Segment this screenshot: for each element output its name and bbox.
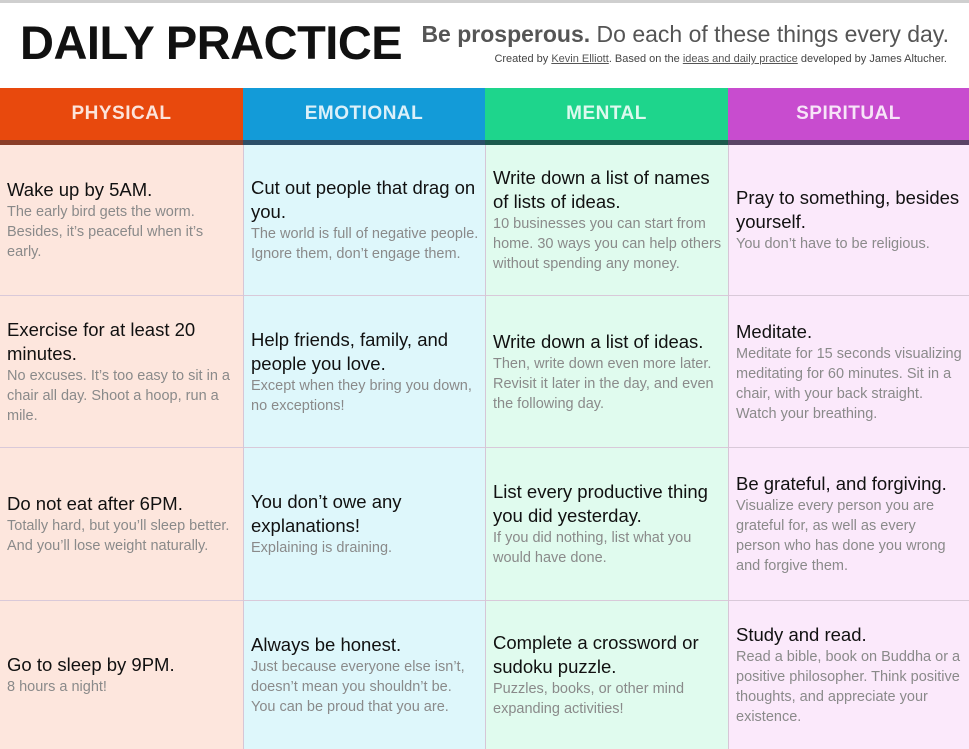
practice-title: Do not eat after 6PM.	[7, 493, 183, 514]
column-body	[728, 145, 969, 749]
practice-title: Pray to something, besides yourself.	[736, 187, 960, 232]
practice-description: Totally hard, but you’ll sleep better. And you’ll lose weight naturally.	[7, 518, 230, 554]
practice-title: Help friends, family, and people you love.	[251, 328, 449, 374]
practice-title: Complete a crossword or sudoku puzzle.	[493, 632, 699, 677]
ideas-link[interactable]: ideas and daily practice	[682, 53, 798, 65]
practice-description: Except when they bring you down, no exceptions!	[251, 377, 472, 414]
column-emotional	[243, 88, 485, 749]
practice-description: Puzzles, books, or other mind expanding activities!	[493, 681, 685, 717]
practice-description: 10 businesses you can start from home. 30 ways you can help others without spending any money.	[493, 216, 722, 272]
column-body	[243, 145, 485, 749]
practice-title: Always be honest.	[251, 634, 402, 655]
practice-cell	[486, 448, 728, 601]
practice-cell	[729, 601, 969, 749]
practice-title: List every productive thing you did yesterday.	[493, 481, 708, 526]
tagline	[421, 20, 949, 48]
practice-description: You don’t have to be religious.	[736, 236, 930, 252]
practice-description: Meditate for 15 seconds visualizing meditating for 60 minutes. Sit in a chair, with your back straight. Watch your breathing.	[736, 345, 962, 422]
credits	[494, 52, 947, 66]
practice-title: You don’t owe any explanations!	[251, 491, 402, 536]
practice-description: Explaining is draining.	[251, 540, 393, 556]
page-header	[0, 3, 969, 88]
practice-description: The world is full of negative people. Ignore them, don’t engage them.	[251, 226, 479, 262]
practice-cell	[0, 601, 243, 749]
column-header-mental: MENTAL	[485, 88, 728, 140]
practice-description: Visualize every person you are grateful for, as well as every person who has done you wrong and forgive them.	[736, 498, 946, 574]
author-link[interactable]: Kevin Elliott	[551, 53, 609, 65]
practice-title: Be grateful, and forgiving.	[736, 473, 947, 494]
practice-title: Go to sleep by 9PM.	[7, 654, 175, 675]
column-physical	[0, 88, 243, 749]
practice-title: Study and read.	[736, 624, 867, 645]
practice-description: Then, write down even more later. Revisit it later in the day, and even the following day.	[493, 355, 714, 412]
column-body	[485, 145, 728, 749]
practice-title: Write down a list of ideas.	[493, 330, 704, 352]
page-title: DAILY PRACTICE	[20, 16, 403, 69]
practice-description: If you did nothing, list what you would have done.	[493, 530, 692, 566]
practice-description: 8 hours a night!	[7, 679, 107, 695]
practice-cell	[0, 145, 243, 296]
practice-description: The early bird gets the worm. Besides, it’s peaceful when it’s early.	[7, 204, 204, 260]
practice-cell	[729, 448, 969, 601]
practice-cell	[244, 601, 485, 749]
column-header-physical: PHYSICAL	[0, 88, 243, 140]
tagline-bold: Be prosperous.	[421, 21, 591, 47]
column-header-spiritual: SPIRITUAL	[728, 88, 969, 140]
practice-grid	[0, 88, 969, 749]
practice-cell	[0, 448, 243, 601]
practice-description: Just because everyone else isn’t, doesn’t mean you shouldn’t be. You can be proud that you are.	[251, 659, 465, 715]
practice-description: Read a bible, book on Buddha or a positive philosopher. Think positive thoughts, and appreciate your existence.	[736, 649, 961, 725]
practice-cell	[0, 296, 243, 448]
column-spiritual	[728, 88, 969, 749]
tagline-rest: Do each of these things every day.	[590, 21, 949, 47]
practice-title: Write down a list of names of lists of ideas.	[493, 167, 710, 212]
practice-cell	[486, 145, 728, 296]
column-mental	[485, 88, 728, 749]
credits-created-by: Created by	[494, 53, 552, 65]
practice-title: Exercise for at least 20 minutes.	[7, 318, 196, 364]
practice-cell	[729, 145, 969, 296]
practice-cell	[244, 448, 485, 601]
practice-cell	[486, 296, 728, 448]
practice-title: Wake up by 5AM.	[7, 179, 153, 200]
practice-cell	[244, 145, 485, 296]
practice-cell	[486, 601, 728, 749]
practice-title: Meditate.	[736, 320, 813, 342]
practice-description: No excuses. It’s too easy to sit in a chair all day. Shoot a hoop, run a mile.	[7, 367, 230, 424]
practice-title: Cut out people that drag on you.	[251, 177, 476, 222]
practice-cell	[244, 296, 485, 448]
column-body	[0, 145, 243, 749]
column-header-emotional: EMOTIONAL	[243, 88, 485, 140]
credits-based-on: . Based on the	[608, 53, 683, 65]
practice-cell	[729, 296, 969, 448]
credits-end: developed by James Altucher.	[797, 53, 947, 65]
